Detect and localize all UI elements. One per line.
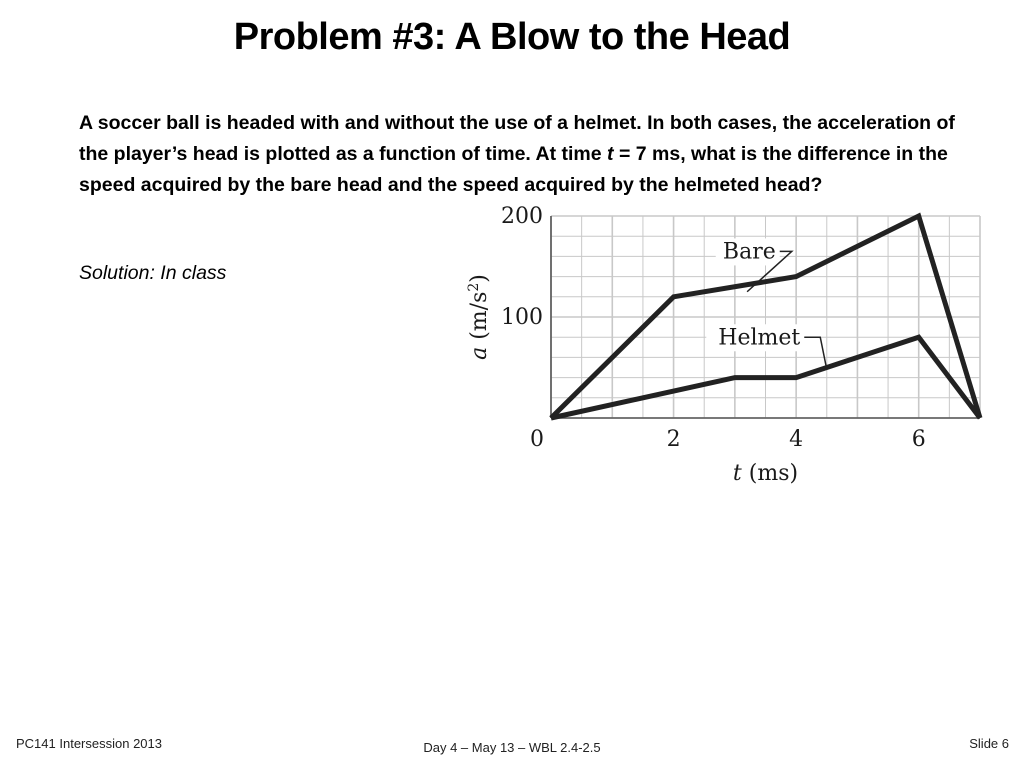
problem-text-part2: = 7 ms, what is the difference in the speed acquired by the bare head and the speed acquired by the helmeted head?	[79, 143, 948, 196]
y-axis-label	[466, 274, 492, 360]
y-axis-exponent: 2	[466, 282, 482, 292]
x-tick-label: 6	[911, 427, 926, 452]
legend-leader-helmet	[804, 337, 827, 369]
x-tick-label: 4	[789, 427, 804, 452]
x-axis-variable: t	[732, 461, 742, 486]
footer-day: Day 4 – May 13 – WBL 2.4-2.5	[423, 740, 601, 755]
problem-statement	[79, 108, 959, 201]
y-axis-unit: (m/s	[467, 291, 492, 347]
chart-legend	[706, 238, 827, 369]
y-axis-close: )	[467, 274, 492, 283]
acceleration-chart	[460, 198, 1000, 498]
x-axis-unit: (ms)	[741, 461, 799, 486]
footer-course: PC141 Intersession 2013	[16, 736, 162, 751]
y-tick-label: 100	[501, 305, 543, 330]
legend-label-bare: Bare	[722, 239, 776, 265]
x-axis-label	[733, 461, 798, 486]
y-axis-variable: a	[467, 346, 492, 360]
slide-title: Problem #3: A Blow to the Head	[233, 16, 791, 58]
solution-note: Solution: In class	[79, 262, 227, 284]
legend-label-helmet: Helmet	[718, 325, 801, 351]
x-tick-label: 0	[530, 427, 544, 452]
y-tick-label: 200	[501, 204, 543, 229]
time-variable: t	[607, 143, 614, 165]
slide-number: Slide 6	[969, 736, 1009, 751]
x-tick-label: 2	[666, 427, 681, 452]
problem-text-part1: A soccer ball is headed with and without the use of a helmet. In both cases, the acceleration of the player’s head is plotted as a function of time. At time	[79, 112, 955, 165]
